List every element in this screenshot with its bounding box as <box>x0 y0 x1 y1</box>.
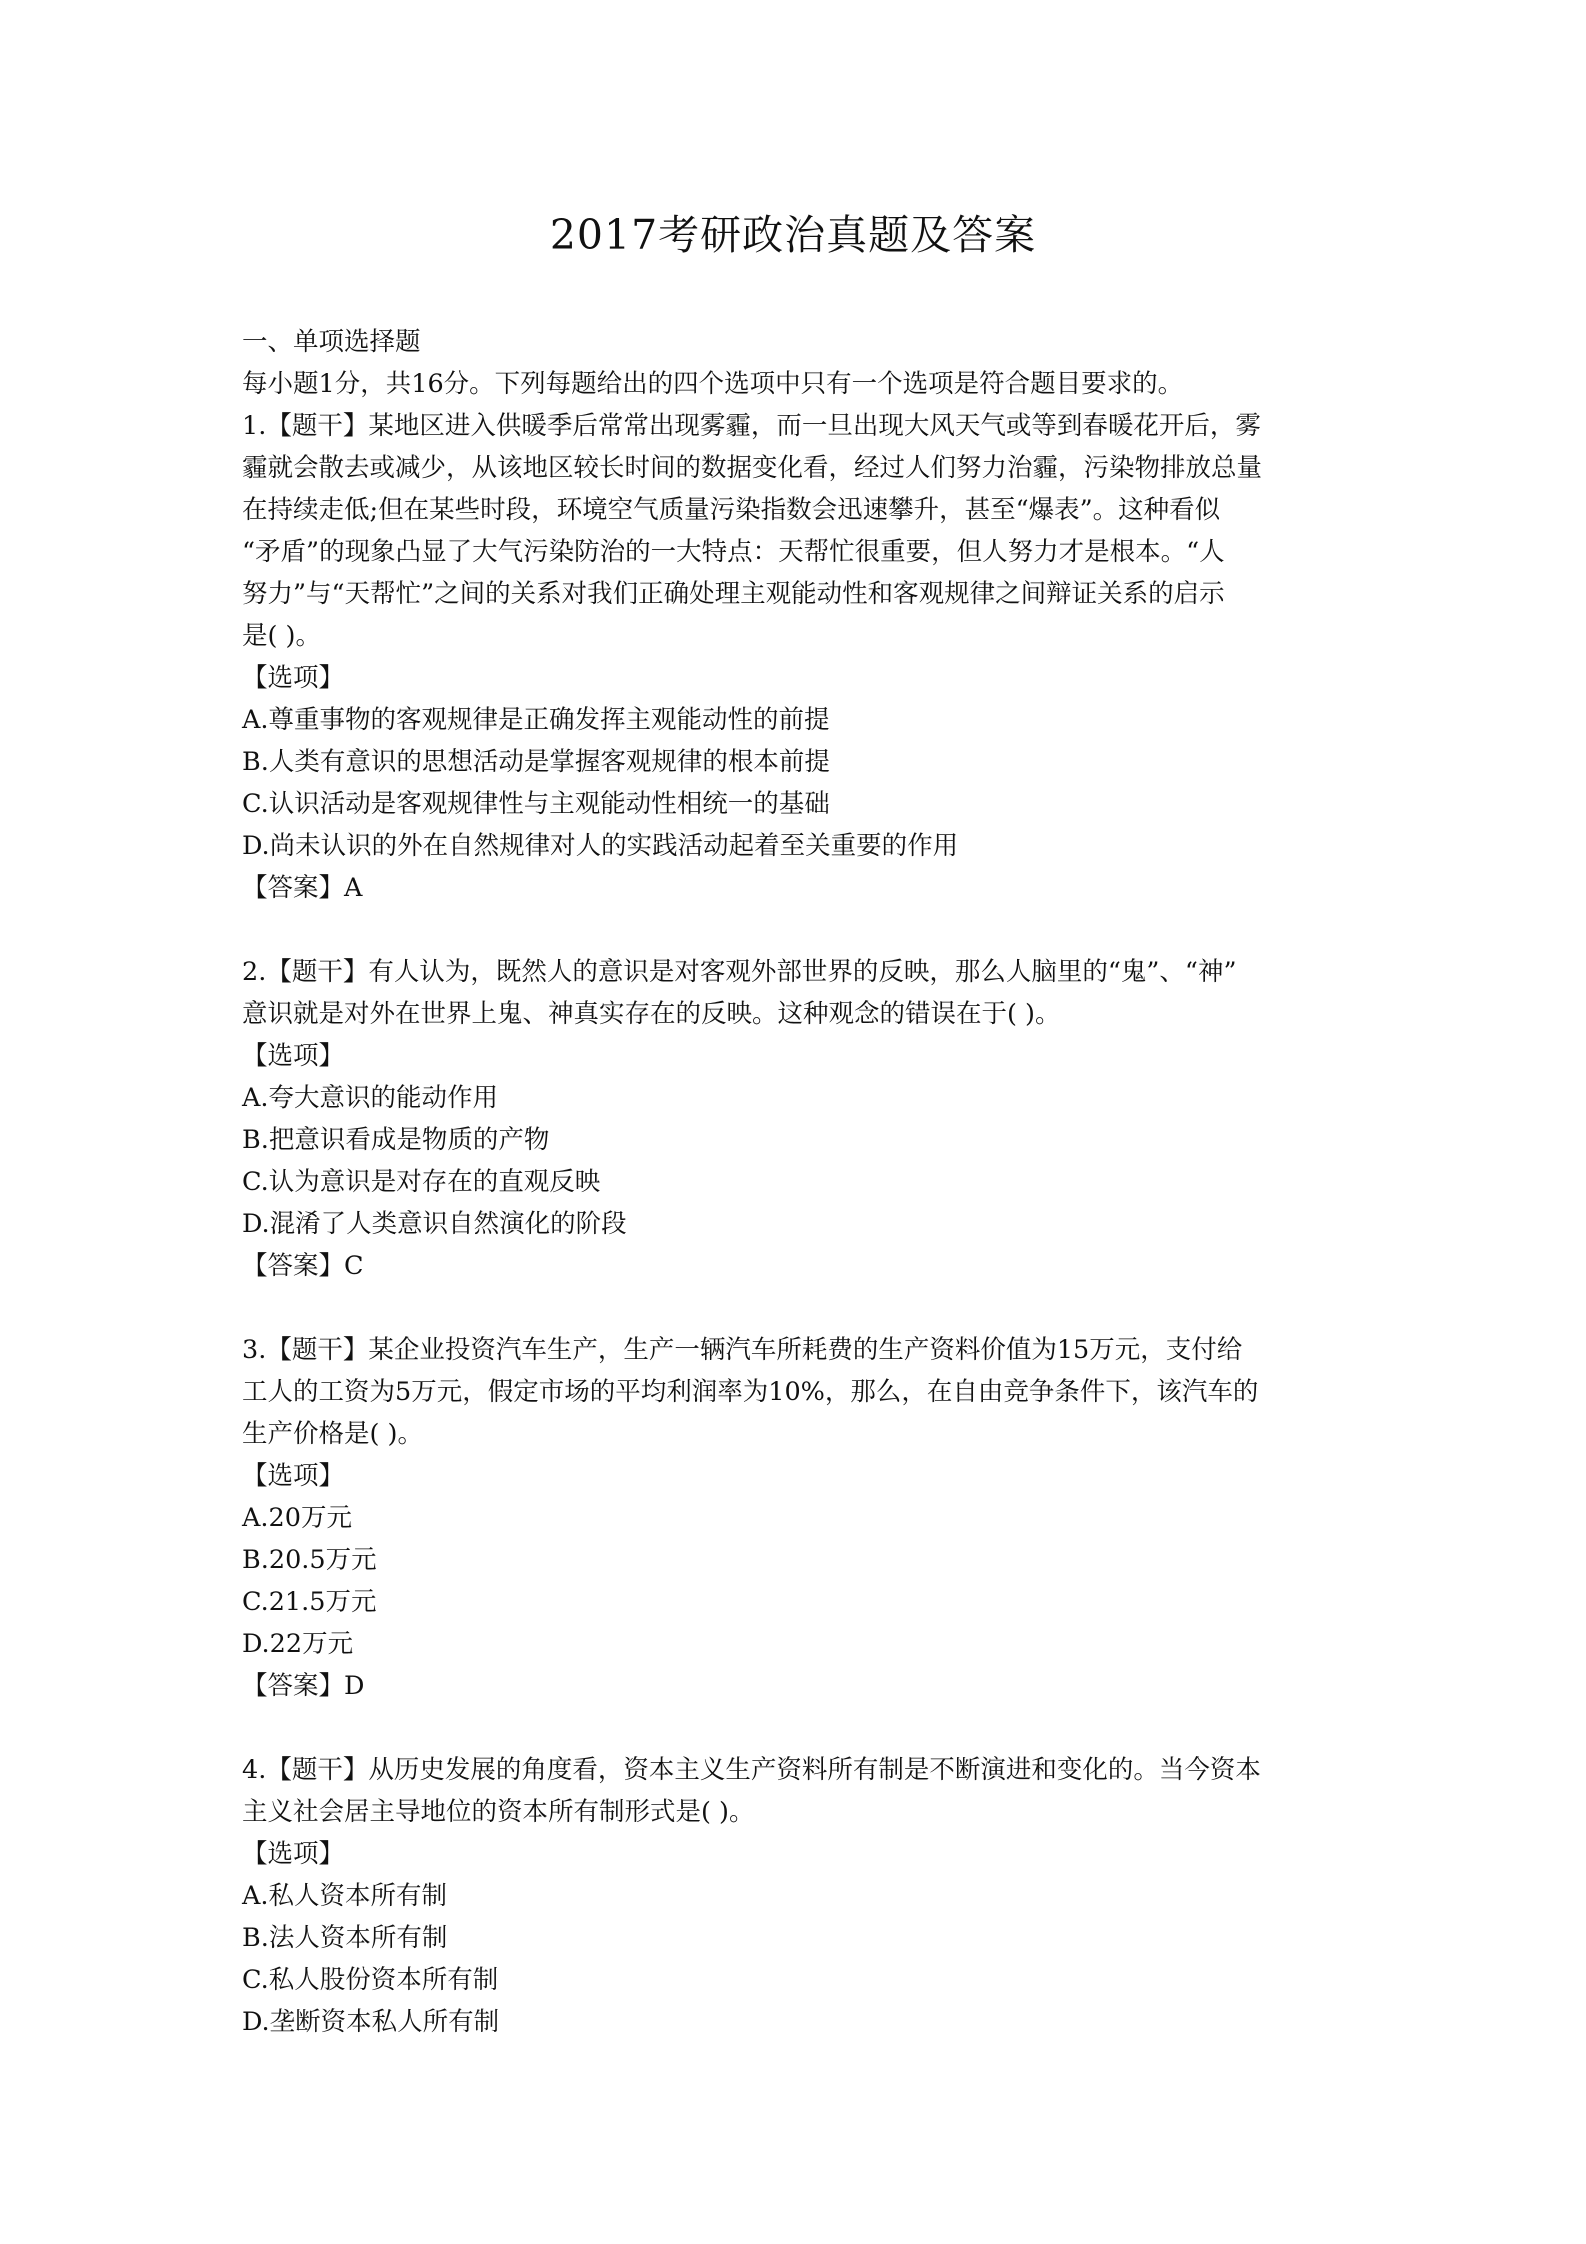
stem-line: 主义社会居主导地位的资本所有制形式是( )。 <box>242 1797 755 1827</box>
question-2-stem <box>242 951 1354 1035</box>
option-d: D.22万元 <box>242 1629 354 1659</box>
stem-line: 3.【题干】某企业投资汽车生产，生产一辆汽车所耗费的生产资料价值为15万元，支付给 <box>242 1335 1243 1365</box>
stem-line: 2.【题干】有人认为，既然人的意识是对客观外部世界的反映，那么人脑里的“鬼”、“神” <box>242 957 1237 987</box>
question-3 <box>242 1329 1354 1707</box>
answer: 【答案】C <box>242 1251 364 1281</box>
option-d: D.尚未认识的外在自然规律对人的实践活动起着至关重要的作用 <box>242 831 959 861</box>
document-body <box>242 321 1354 2043</box>
question-4-stem <box>242 1749 1354 1833</box>
question-2 <box>242 951 1354 1287</box>
question-1-stem <box>242 405 1354 657</box>
option-c: C.认识活动是客观规律性与主观能动性相统一的基础 <box>242 789 830 819</box>
question-4 <box>242 1749 1354 2043</box>
stem-line: 工人的工资为5万元，假定市场的平均利润率为10%，那么，在自由竞争条件下，该汽车的 <box>242 1377 1259 1407</box>
options-label: 【选项】 <box>242 1041 345 1071</box>
option-b: B.把意识看成是物质的产物 <box>242 1125 550 1155</box>
answer: 【答案】A <box>242 873 363 903</box>
option-c: C.私人股份资本所有制 <box>242 1965 499 1995</box>
option-b: B.人类有意识的思想活动是掌握客观规律的根本前提 <box>242 747 830 777</box>
stem-line: 1.【题干】某地区进入供暖季后常常出现雾霾，而一旦出现大风天气或等到春暖花开后，雾 <box>242 411 1261 441</box>
question-3-stem <box>242 1329 1354 1455</box>
option-a: A.私人资本所有制 <box>242 1881 448 1911</box>
option-d: D.混淆了人类意识自然演化的阶段 <box>242 1209 627 1239</box>
stem-line: 是( )。 <box>242 621 322 651</box>
answer: 【答案】D <box>242 1671 365 1701</box>
option-b: B.法人资本所有制 <box>242 1923 448 1953</box>
options-label: 【选项】 <box>242 1839 345 1869</box>
option-c: C.21.5万元 <box>242 1587 377 1617</box>
option-a: A.尊重事物的客观规律是正确发挥主观能动性的前提 <box>242 705 830 735</box>
stem-line: “矛盾”的现象凸显了大气污染防治的一大特点：天帮忙很重要，但人努力才是根本。“人 <box>242 537 1225 567</box>
question-1 <box>242 405 1354 909</box>
stem-line: 意识就是对外在世界上鬼、神真实存在的反映。这种观念的错误在于( )。 <box>242 999 1061 1029</box>
document-title: 2017考研政治真题及答案 <box>549 211 1037 259</box>
stem-line: 霾就会散去或减少，从该地区较长时间的数据变化看，经过人们努力治霾，污染物排放总量 <box>242 453 1263 483</box>
stem-line: 4.【题干】从历史发展的角度看，资本主义生产资料所有制是不断演进和变化的。当今资本 <box>242 1755 1261 1785</box>
options-label: 【选项】 <box>242 1461 345 1491</box>
option-b: B.20.5万元 <box>242 1545 377 1575</box>
stem-line: 努力”与“天帮忙”之间的关系对我们正确处理主观能动性和客观规律之间辩证关系的启示 <box>242 579 1225 609</box>
option-d: D.垄断资本私人所有制 <box>242 2007 500 2037</box>
option-a: A.夸大意识的能动作用 <box>242 1083 499 1113</box>
section-instructions: 每小题1分，共16分。下列每题给出的四个选项中只有一个选项是符合题目要求的。 <box>242 369 1184 399</box>
section-title: 一、单项选择题 <box>242 327 421 357</box>
stem-line: 在持续走低;但在某些时段，环境空气质量污染指数会迅速攀升，甚至“爆表”。这种看似 <box>242 495 1221 525</box>
options-label: 【选项】 <box>242 663 345 693</box>
option-c: C.认为意识是对存在的直观反映 <box>242 1167 601 1197</box>
option-a: A.20万元 <box>242 1503 352 1533</box>
stem-line: 生产价格是( )。 <box>242 1419 424 1449</box>
